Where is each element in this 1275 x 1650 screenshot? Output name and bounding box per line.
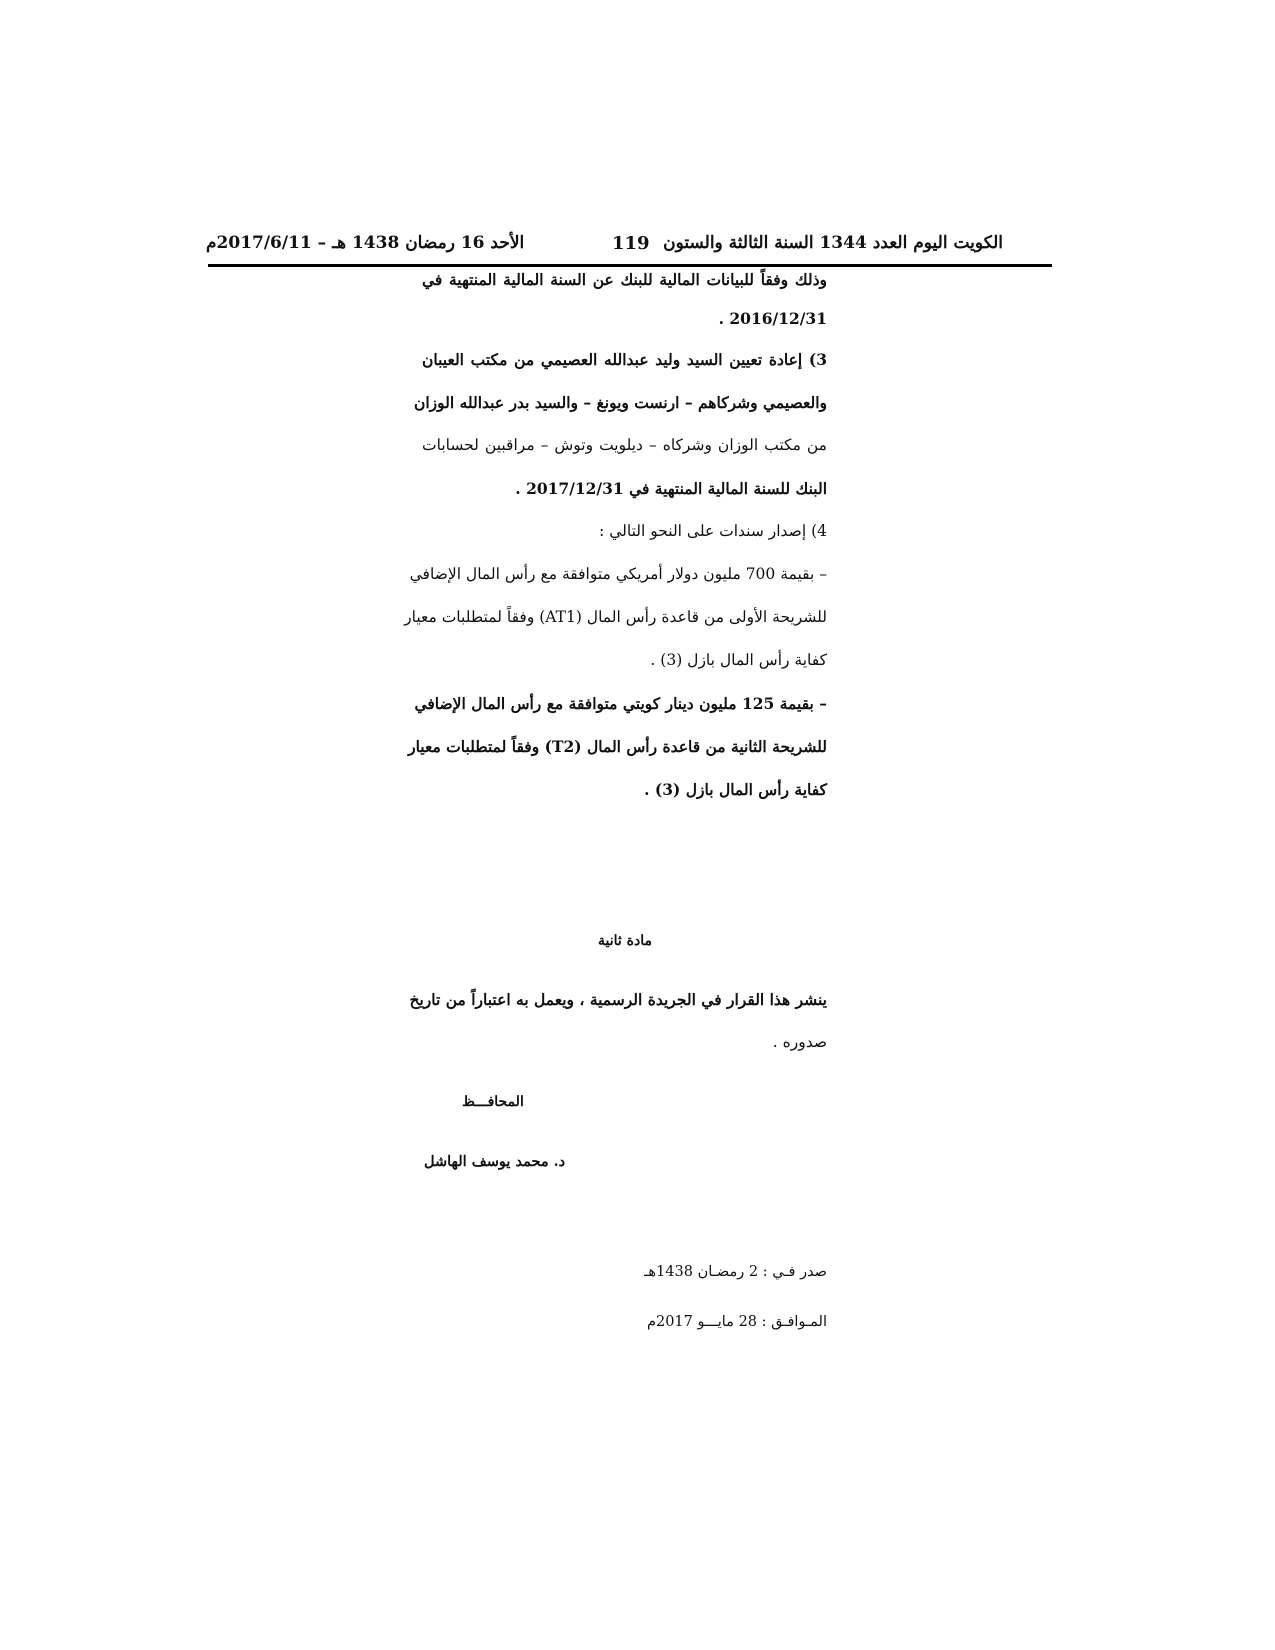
article-title: مادة ثانية xyxy=(598,933,652,949)
page-number: 119 xyxy=(612,233,650,254)
issued-gregorian-date: المـوافـق : 28 مايـــو 2017م xyxy=(646,1314,827,1330)
article-line: ينشر هذا القرار في الجريدة الرسمية ، ويعمل به اعتباراً من تاريخ xyxy=(409,990,827,1009)
body-line: والعصيمي وشركاهم – ارنست ويونغ – والسيد بدر عبدالله الوزان xyxy=(413,393,827,412)
publication-info: الكويت اليوم العدد 1344 السنة الثالثة والستون xyxy=(663,233,1003,253)
body-line: للشريحة الأولى من قاعدة رأس المال (AT1) وفقاً لمتطلبات معيار xyxy=(404,608,827,626)
body-line: للشريحة الثانية من قاعدة رأس المال (T2) وفقاً لمتطلبات معيار xyxy=(408,737,827,756)
body-line: البنك للسنة المالية المنتهية في 2017/12/31 . xyxy=(515,479,827,498)
signatory-name: د. محمد يوسف الهاشل xyxy=(424,1153,566,1170)
issued-hijri-date: صدر فـي : 2 رمضـان 1438هـ xyxy=(644,1264,827,1280)
body-line: 2016/12/31 . xyxy=(718,309,827,328)
issue-date: الأحد 16 رمضان 1438 هـ – 2017/6/11م xyxy=(206,233,525,253)
body-line: – بقيمة 125 مليون دينار كويتي متوافقة مع رأس المال الإضافي xyxy=(414,694,827,713)
article-line: صدوره . xyxy=(772,1033,827,1051)
body-line: كفاية رأس المال بازل (3) . xyxy=(650,651,827,669)
signatory-title: المحافـــظ xyxy=(462,1094,524,1110)
body-line: – بقيمة 700 مليون دولار أمريكي متوافقة مع رأس المال الإضافي xyxy=(409,565,827,583)
body-line: من مكتب الوزان وشركاه – ديلويت وتوش – مراقبين لحسابات xyxy=(422,436,827,454)
body-line: كفاية رأس المال بازل (3) . xyxy=(644,780,827,799)
body-line: 4) إصدار سندات على النحو التالي : xyxy=(599,522,827,540)
body-line: 3) إعادة تعيين السيد وليد عبدالله العصيمي من مكتب العيبان xyxy=(422,350,827,369)
header-rule xyxy=(208,264,1052,267)
body-line: وذلك وفقاً للبيانات المالية للبنك عن السنة المالية المنتهية في xyxy=(422,270,827,289)
